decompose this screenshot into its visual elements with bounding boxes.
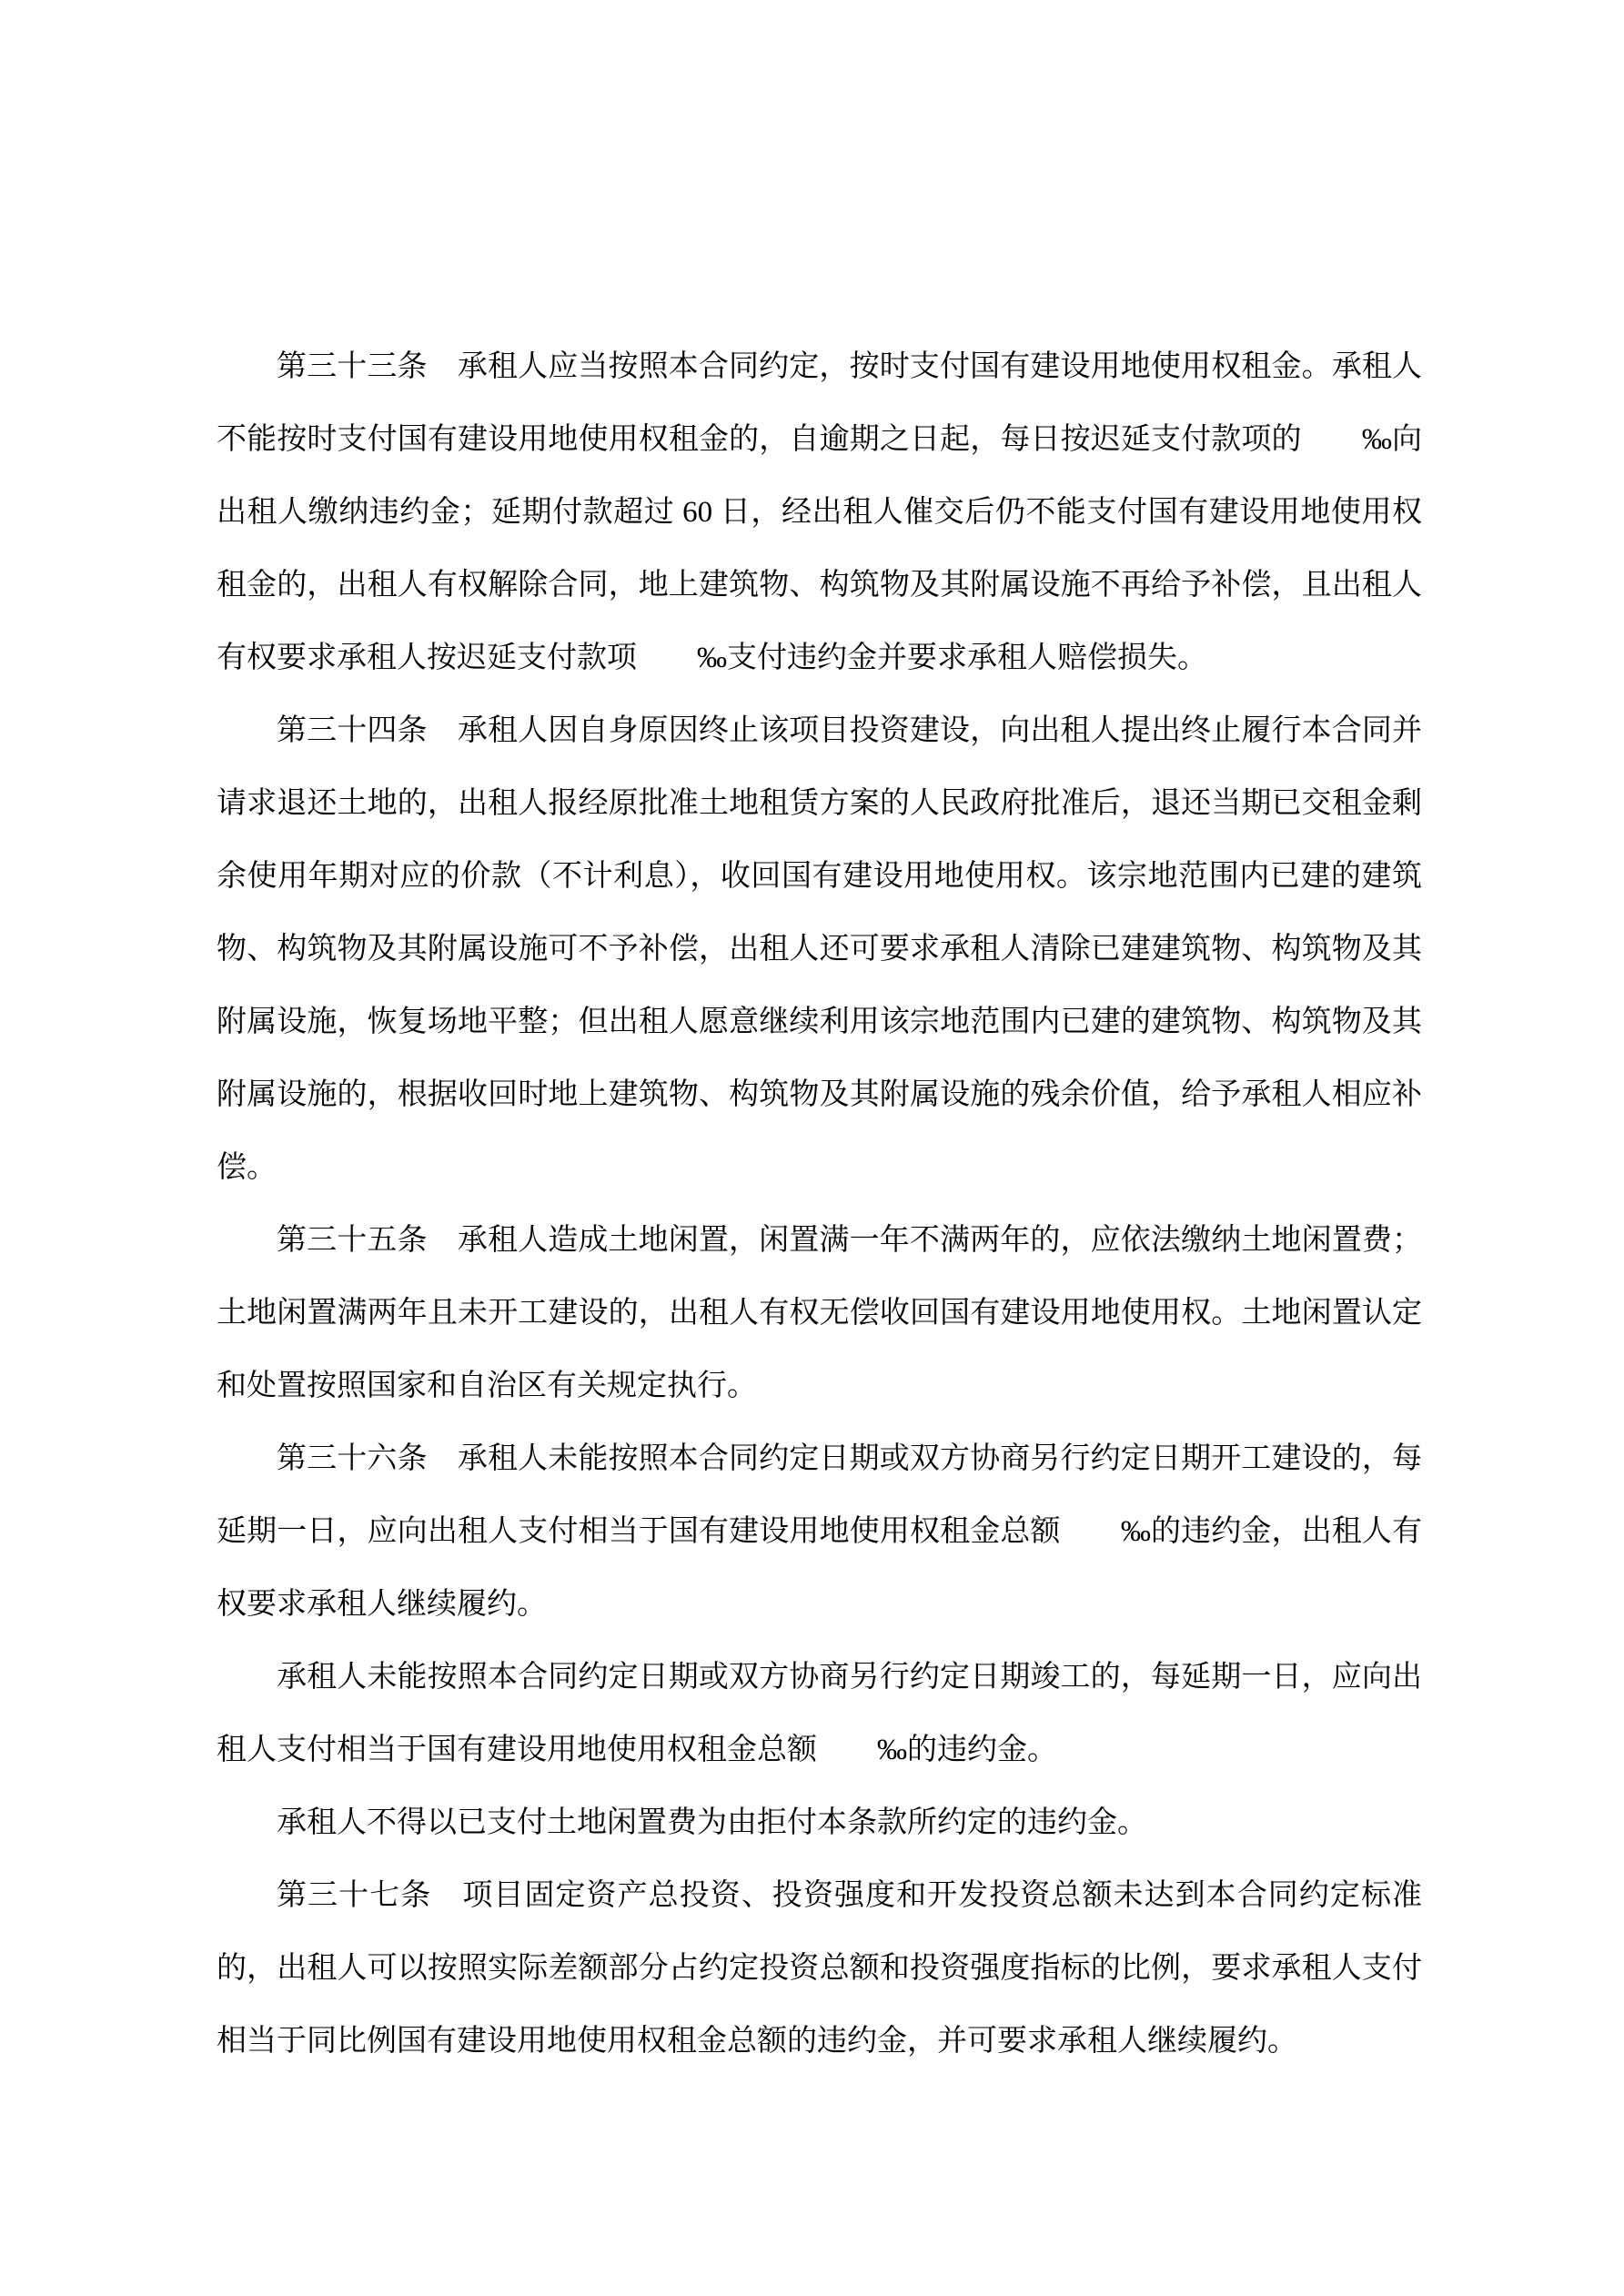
paragraph-article-35: 第三十五条 承租人造成土地闲置，闲置满一年不满两年的，应依法缴纳土地闲置费；土地闲置满两年且未开工建设的，出租人有权无偿收回国有建设用地使用权。土地闲置认定和处置按照国家和自治区有关规定执行。 (217, 1224, 1422, 1402)
paragraph-article-37: 第三十七条 项目固定资产总投资、投资强度和开发投资总额未达到本合同约定标准的，出租人可以按照实际差额部分占约定投资总额和投资强度指标的比例，要求承租人支付相当于同比例国有建设用地使用权租金总额的违约金，并可要求承租人继续履约。 (217, 1879, 1422, 2058)
paragraph-article-33: 第三十三条 承租人应当按照本合同约定，按时支付国有建设用地使用权租金。承租人不能按时支付国有建设用地使用权租金的，自逾期之日起，每日按迟延支付款项的 ‰向出租人缴纳违约金；延期付款超过 60 日，经出租人催交后仍不能支付国有建设用地使用权租金的，出租人有权解除合同，地上建筑物、构筑物及其附属设施不再给予补偿，且出租人有权要求承租人按迟延支付款项 ‰支付违约金并要求承租人赔偿损失。 (217, 350, 1422, 674)
contract-text-block (217, 330, 1422, 2078)
paragraph-article-36: 第三十六条 承租人未能按照本合同约定日期或双方协商另行约定日期开工建设的，每延期一日，应向出租人支付相当于国有建设用地使用权租金总额 ‰的违约金，出租人有权要求承租人继续履约。 (217, 1442, 1422, 1621)
paragraph-article-36-clause-2: 承租人未能按照本合同约定日期或双方协商另行约定日期竣工的，每延期一日，应向出租人支付相当于国有建设用地使用权租金总额 ‰的违约金。 (217, 1661, 1422, 1766)
paragraph-article-34: 第三十四条 承租人因自身原因终止该项目投资建设，向出租人提出终止履行本合同并请求退还土地的，出租人报经原批准土地租赁方案的人民政府批准后，退还当期已交租金剩余使用年期对应的价款（不计利息），收回国有建设用地使用权。该宗地范围内已建的建筑物、构筑物及其附属设施可不予补偿，出租人还可要求承租人清除已建建筑物、构筑物及其附属设施，恢复场地平整；但出租人愿意继续利用该宗地范围内已建的建筑物、构筑物及其附属设施的，根据收回时地上建筑物、构筑物及其附属设施的残余价值，给予承租人相应补偿。 (217, 714, 1422, 1184)
paragraph-article-36-clause-3: 承租人不得以已支付土地闲置费为由拒付本条款所约定的违约金。 (277, 1806, 1147, 1839)
